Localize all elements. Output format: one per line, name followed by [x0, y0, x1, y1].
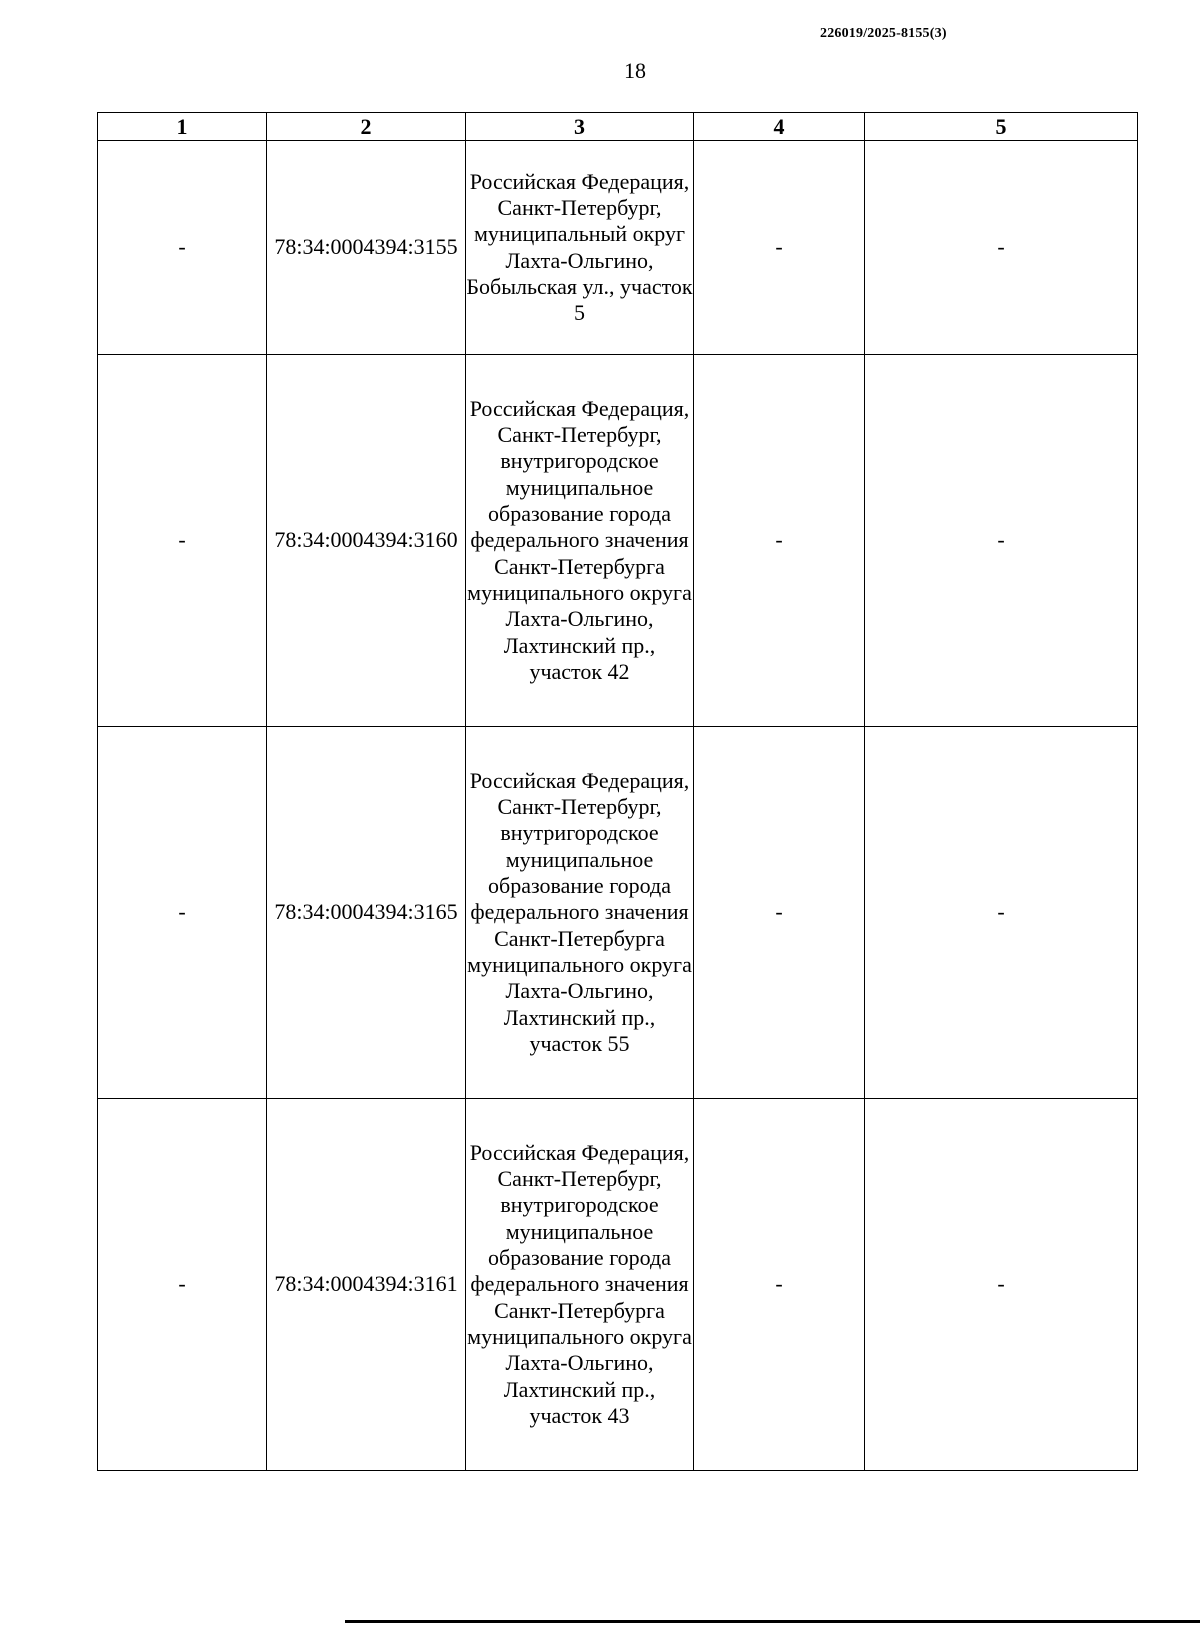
cell-col-5: - [865, 355, 1138, 727]
table-row [98, 355, 1138, 727]
table-row [98, 727, 1138, 1099]
cadastral-number: 78:34:0004394:3165 [267, 727, 466, 1099]
cadastral-number: 78:34:0004394:3155 [267, 141, 466, 355]
table-row [98, 141, 1138, 355]
address: Российская Федерация, Санкт-Петербург, внутригородское муниципальное образование города федерального значения Санкт-Петербурга муниципального округа Лахта-Ольгино, Лахтинский пр., участок 42 [466, 355, 694, 727]
table-header-row [98, 113, 1138, 141]
document-registration-number: 226019/2025-8155(3) [820, 26, 947, 41]
cell-col-4: - [694, 355, 865, 727]
cell-col-4: - [694, 727, 865, 1099]
page-number: 18 [624, 58, 646, 83]
column-header-4: 4 [694, 113, 865, 141]
cell-col-1: - [98, 1099, 267, 1471]
cadastral-number: 78:34:0004394:3161 [267, 1099, 466, 1471]
cell-col-5: - [865, 727, 1138, 1099]
address: Российская Федерация, Санкт-Петербург, муниципальный округ Лахта-Ольгино, Бобыльская ул., участок 5 [466, 141, 694, 355]
column-header-2: 2 [267, 113, 466, 141]
cell-col-4: - [694, 141, 865, 355]
address: Российская Федерация, Санкт-Петербург, внутригородское муниципальное образование города федерального значения Санкт-Петербурга муниципального округа Лахта-Ольгино, Лахтинский пр., участок 43 [466, 1099, 694, 1471]
cell-col-1: - [98, 355, 267, 727]
address: Российская Федерация, Санкт-Петербург, внутригородское муниципальное образование города федерального значения Санкт-Петербурга муниципального округа Лахта-Ольгино, Лахтинский пр., участок 55 [466, 727, 694, 1099]
column-header-5: 5 [865, 113, 1138, 141]
land-plots-table [97, 112, 1138, 1471]
table-row [98, 1099, 1138, 1471]
cell-col-5: - [865, 1099, 1138, 1471]
cell-col-1: - [98, 727, 267, 1099]
cadastral-number: 78:34:0004394:3160 [267, 355, 466, 727]
column-header-3: 3 [466, 113, 694, 141]
cell-col-5: - [865, 141, 1138, 355]
cell-col-4: - [694, 1099, 865, 1471]
cell-col-1: - [98, 141, 267, 355]
scan-bottom-rule [345, 1620, 1200, 1623]
column-header-1: 1 [98, 113, 267, 141]
